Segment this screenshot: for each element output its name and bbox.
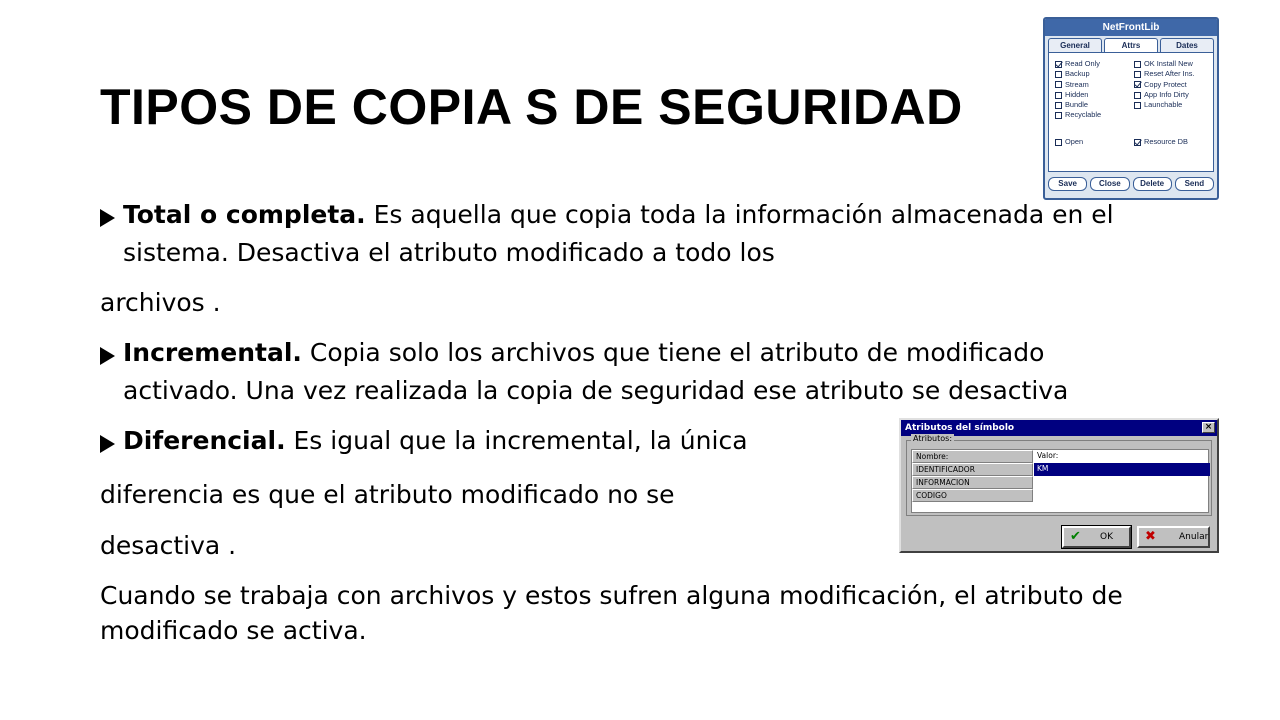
palm-option	[1134, 90, 1195, 100]
checkbox-icon	[1134, 61, 1141, 68]
body-line: archivos .	[100, 288, 221, 317]
checkbox-icon	[1134, 71, 1141, 78]
palm-send-button: Send	[1175, 177, 1214, 191]
body-line: modificado se activa.	[100, 616, 367, 645]
slide-title: TIPOS DE COPIA S DE SEGURIDAD	[100, 79, 963, 135]
palm-option-label: Read Only	[1065, 59, 1100, 68]
netfrontlib-screenshot	[1043, 17, 1219, 200]
checkbox-icon	[1134, 102, 1141, 109]
tab-dates: Dates	[1160, 38, 1214, 52]
palm-option-label: Copy Protect	[1144, 79, 1187, 89]
win-attributes-group	[906, 434, 1212, 516]
checkbox-icon	[1055, 112, 1062, 119]
bullet-line	[123, 199, 1114, 230]
grid-header-name: Nombre:	[912, 450, 1033, 463]
bullet-text: Copia solo los archivos que tiene el atributo de modificado	[309, 338, 1045, 367]
bullet-line	[123, 425, 748, 456]
palm-option	[1055, 80, 1101, 90]
palm-option	[1055, 100, 1101, 110]
checkbox-icon	[1134, 92, 1141, 99]
palm-option	[1055, 137, 1083, 147]
win-ok-button	[1062, 526, 1131, 548]
atributos-dialog-screenshot	[899, 418, 1219, 553]
checkmark-icon: ✔	[1070, 529, 1081, 544]
win-attributes-grid	[911, 449, 1209, 513]
palm-option-label: Open	[1065, 137, 1084, 146]
palm-left-options	[1055, 59, 1101, 121]
win-group-label: Atributos:	[913, 434, 953, 443]
body-line: desactiva .	[100, 531, 237, 560]
checkbox-icon	[1055, 61, 1062, 68]
palm-right-options	[1134, 59, 1195, 110]
tab-general: General	[1048, 38, 1102, 52]
body-line: diferencia es que el atributo modificado no se	[100, 480, 675, 509]
palm-option	[1055, 110, 1101, 120]
close-icon: ×	[1202, 422, 1215, 433]
arrow-bullet-icon	[100, 201, 124, 232]
table-row	[912, 476, 1210, 489]
win-ok-label: OK	[1100, 532, 1113, 542]
checkbox-icon	[1134, 139, 1141, 146]
palm-option	[1134, 80, 1195, 90]
arrow-bullet-icon	[100, 427, 124, 458]
bullet-line	[123, 337, 1044, 368]
palm-option-label: Bundle	[1065, 100, 1089, 110]
body-line: Cuando se trabaja con archivos y estos sufren alguna modificación, el atributo de	[100, 581, 1123, 610]
grid-value-cell: KM	[1034, 463, 1210, 476]
table-row	[912, 489, 1210, 502]
palm-option-label: Hidden	[1065, 89, 1089, 99]
grid-name-cell: IDENTIFICADOR	[912, 463, 1033, 476]
palm-option-label: App Info Dirty	[1144, 89, 1189, 99]
checkbox-icon	[1055, 139, 1062, 146]
grid-name-cell: INFORMACION	[912, 476, 1033, 489]
win-cancel-button	[1137, 526, 1210, 548]
bullet-line: sistema. Desactiva el atributo modificado a todo los	[123, 238, 775, 267]
palm-option	[1134, 59, 1195, 69]
palm-delete-button: Delete	[1133, 177, 1172, 191]
grid-name-cell: CODIGO	[912, 489, 1033, 502]
bullet-term: Incremental.	[123, 338, 302, 367]
palm-button-bar	[1045, 172, 1217, 191]
palm-option	[1055, 59, 1101, 69]
palm-option-label: Recyclable	[1065, 110, 1102, 120]
checkbox-icon	[1055, 71, 1062, 78]
palm-close-button: Close	[1090, 177, 1129, 191]
grid-value-cell	[1034, 476, 1210, 489]
grid-header-value: Valor:	[1037, 451, 1059, 460]
table-row	[912, 463, 1210, 476]
bullet-line: activado. Una vez realizada la copia de seguridad ese atributo se desactiva	[123, 376, 1069, 405]
palm-save-button: Save	[1048, 177, 1087, 191]
palm-option-label: Stream	[1065, 79, 1089, 89]
bullet-term: Total o completa.	[123, 200, 366, 229]
grid-value-cell	[1034, 489, 1210, 502]
win-title-text: Atributos del símbolo	[905, 423, 1015, 433]
checkbox-icon	[1055, 81, 1062, 88]
palm-dialog-title: NetFrontLib	[1045, 19, 1217, 36]
checkbox-icon	[1055, 92, 1062, 99]
palm-option	[1134, 69, 1195, 79]
palm-option-label: Resource DB	[1144, 137, 1188, 146]
palm-attrs-panel	[1048, 52, 1214, 172]
win-cancel-label: Anular	[1179, 532, 1209, 542]
bullet-term: Diferencial.	[123, 426, 286, 455]
palm-option	[1134, 100, 1195, 110]
tab-attrs: Attrs	[1104, 38, 1158, 52]
palm-option-label: Launchable	[1144, 100, 1183, 110]
palm-tab-bar	[1045, 36, 1217, 52]
palm-option	[1055, 90, 1101, 100]
checkbox-icon	[1055, 102, 1062, 109]
bullet-text: Es igual que la incremental, la única	[293, 426, 748, 455]
arrow-bullet-icon	[100, 339, 124, 370]
cross-icon: ✖	[1145, 529, 1156, 544]
palm-option-label: Backup	[1065, 69, 1090, 79]
palm-option-label: OK Install New	[1144, 59, 1193, 68]
grid-header-row	[912, 450, 1210, 463]
checkbox-icon	[1134, 81, 1141, 88]
palm-option	[1134, 137, 1188, 147]
palm-option-label: Reset After Ins.	[1144, 69, 1195, 79]
bullet-text: Es aquella que copia toda la información almacenada en el	[373, 200, 1114, 229]
palm-option	[1055, 69, 1101, 79]
